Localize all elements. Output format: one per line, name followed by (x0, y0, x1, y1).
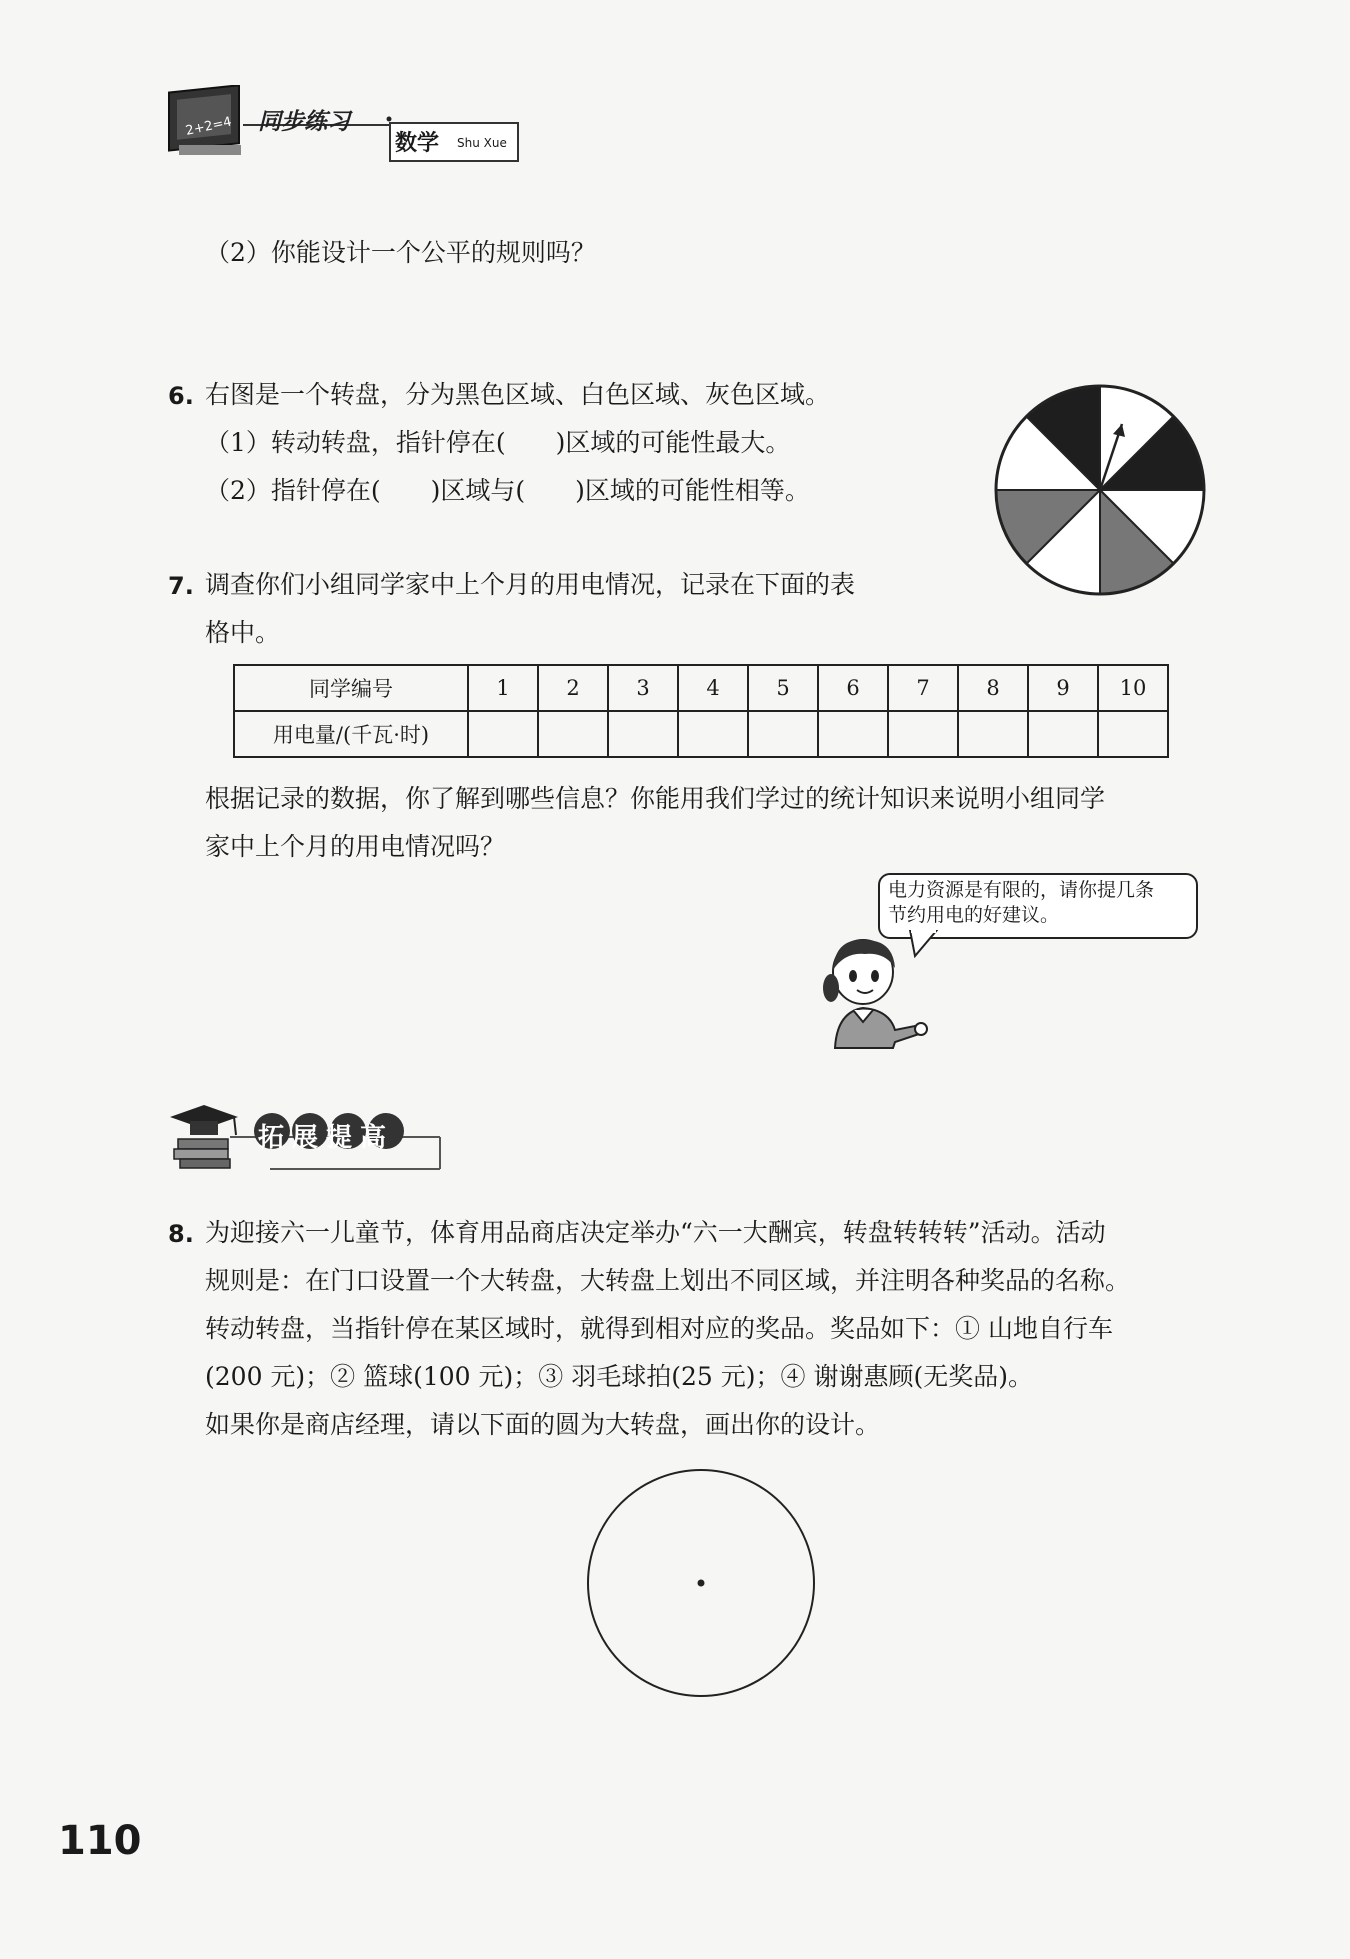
q7-follow-line1: 根据记录的数据，你了解到哪些信息？你能用我们学过的统计知识来说明小组同学 (205, 784, 1106, 813)
q6-part2: （2）指针停在( )区域与( )区域的可能性相等。 (205, 476, 810, 505)
table-col-1: 1 (468, 665, 538, 711)
table-cell-blank[interactable] (608, 711, 678, 757)
table-header-student-id: 同学编号 (234, 665, 468, 711)
q8-line4: (200 元)；② 篮球(100 元)；③ 羽毛球拍(25 元)；④ 谢谢惠顾(无奖品)。 (205, 1362, 1033, 1391)
q6-stem: 右图是一个转盘，分为黑色区域、白色区域、灰色区域。 (205, 380, 831, 409)
electricity-table (233, 664, 1169, 758)
q5-part2: （2）你能设计一个公平的规则吗？ (205, 238, 596, 267)
table-col-7: 7 (888, 665, 958, 711)
table-header-usage: 用电量/(千瓦·时) (234, 711, 468, 757)
table-cell-blank[interactable] (748, 711, 818, 757)
circle-center-dot (698, 1580, 705, 1587)
blank-spinner-circle[interactable] (583, 1465, 819, 1701)
q7-number: 7. (168, 572, 194, 600)
q7-follow-line2: 家中上个月的用电情况吗？ (205, 832, 506, 861)
q6-part1: （1）转动转盘，指针停在( )区域的可能性最大。 (205, 428, 791, 457)
table-cell-blank[interactable] (1098, 711, 1168, 757)
table-row (234, 665, 1168, 711)
table-cell-blank[interactable] (818, 711, 888, 757)
q8-number: 8. (168, 1220, 194, 1248)
bubble-line1: 电力资源是有限的，请你提几条 (888, 879, 1155, 901)
girl-illustration-icon (815, 930, 935, 1050)
logo-formula: 2+2=4 (184, 114, 234, 139)
series-title: 同步练习 (258, 109, 350, 135)
spinner-diagram (990, 380, 1210, 600)
table-cell-blank[interactable] (888, 711, 958, 757)
table-row (234, 711, 1168, 757)
section-title: 拓展提高 (258, 1123, 395, 1153)
q7-stem-line1: 调查你们小组同学家中上个月的用电情况，记录在下面的表 (205, 570, 856, 599)
table-cell-blank[interactable] (468, 711, 538, 757)
table-cell-blank[interactable] (538, 711, 608, 757)
bubble-text (888, 878, 1154, 928)
subject-pinyin: Shu Xue (457, 136, 507, 150)
table-col-2: 2 (538, 665, 608, 711)
table-cell-blank[interactable] (678, 711, 748, 757)
table-col-3: 3 (608, 665, 678, 711)
q8-line2: 规则是：在门口设置一个大转盘，大转盘上划出不同区域，并注明各种奖品的名称。 (205, 1266, 1131, 1295)
q8-line3: 转动转盘，当指针停在某区域时，就得到相对应的奖品。奖品如下：① 山地自行车 (205, 1314, 1113, 1343)
subject-label: 数学 (395, 131, 440, 156)
q8-line5: 如果你是商店经理，请以下面的圆为大转盘，画出你的设计。 (205, 1410, 881, 1439)
q7-stem-line2: 格中。 (205, 618, 281, 647)
table-col-4: 4 (678, 665, 748, 711)
page-number: 110 (58, 1818, 142, 1864)
table-col-9: 9 (1028, 665, 1098, 711)
table-col-6: 6 (818, 665, 888, 711)
q6-number: 6. (168, 382, 194, 410)
graduation-cap-icon (170, 1105, 238, 1168)
table-col-10: 10 (1098, 665, 1168, 711)
table-cell-blank[interactable] (1028, 711, 1098, 757)
table-cell-blank[interactable] (958, 711, 1028, 757)
table-col-8: 8 (958, 665, 1028, 711)
q8-line1: 为迎接六一儿童节，体育用品商店决定举办“六一大酬宾，转盘转转转”活动。活动 (205, 1218, 1106, 1247)
bubble-line2: 节约用电的好建议。 (888, 904, 1060, 926)
table-col-5: 5 (748, 665, 818, 711)
